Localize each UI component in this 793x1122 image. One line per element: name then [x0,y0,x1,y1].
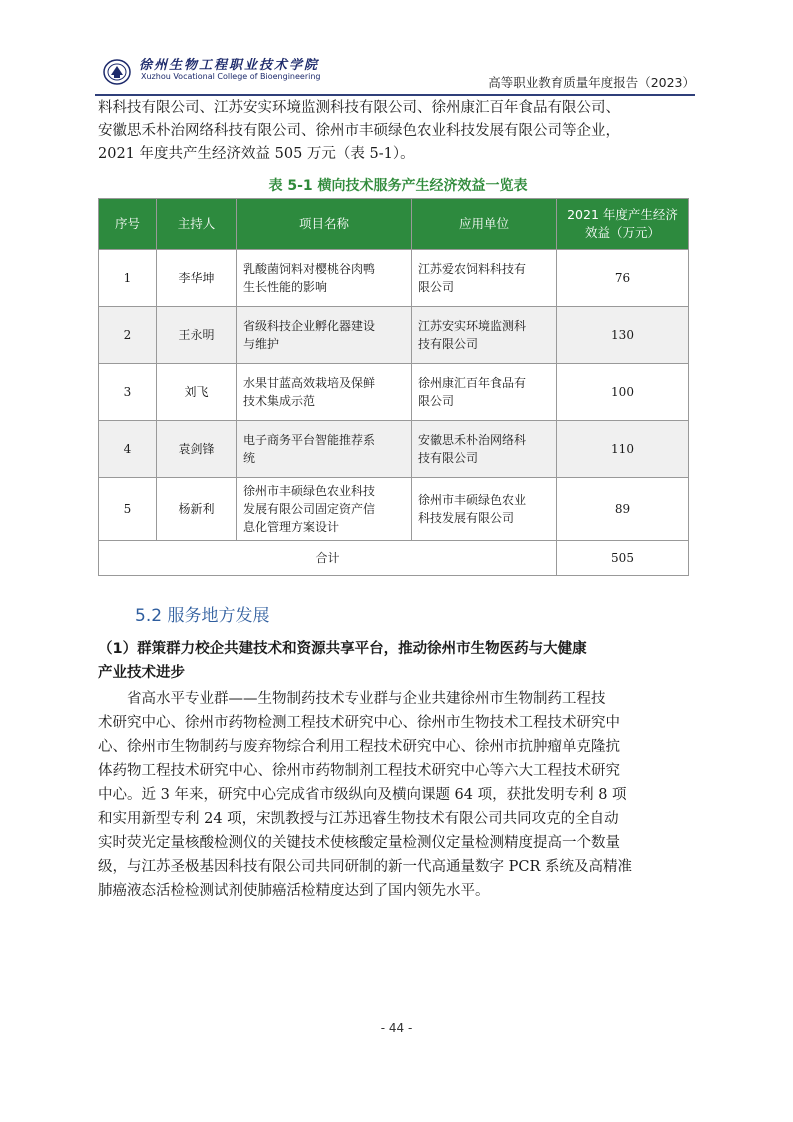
cell-unit-line: 徐州市丰硕绿色农业 [418,493,527,507]
cell-project-line: 与维护 [243,337,280,351]
table-header-row [99,199,689,250]
cell-project [237,307,412,364]
cell-benefit: 110 [557,421,689,478]
cell-unit-line: 江苏爱农饲料科技有 [418,262,527,276]
cell-unit [412,364,557,421]
cell-unit [412,478,557,541]
cell-project-line: 生长性能的影响 [243,280,328,294]
cell-unit-line: 徐州康汇百年食品有 [418,376,527,390]
cell-benefit: 76 [557,250,689,307]
body-line: 心、徐州市生物制药与废弃物综合利用工程技术研究中心、徐州市抗肿瘤单克隆抗 [98,739,620,755]
subsection-heading [98,637,698,685]
cell-project-line: 电子商务平台智能推荐系 [243,433,376,447]
page-number: - 44 - [380,1021,413,1035]
cell-project [237,478,412,541]
col-header-leader: 主持人 [157,199,237,250]
body-paragraph [98,687,698,903]
table-caption: 表 5-1 横向技术服务产生经济效益一览表 [268,178,528,194]
cell-unit [412,250,557,307]
cell-unit-line: 限公司 [418,280,455,294]
body-line: 和实用新型专利 24 项，宋凯教授与江苏迅睿生物技术有限公司共同攻克的全自动 [98,811,619,827]
cell-benefit: 130 [557,307,689,364]
cell-total-label: 合计 [99,541,557,576]
cell-project-line: 统 [243,451,256,465]
body-line: 体药物工程技术研究中心、徐州市药物制剂工程技术研究中心等六大工程技术研究 [98,763,620,779]
report-title: 高等职业教育质量年度报告（2023） [488,75,695,90]
cell-project [237,364,412,421]
subsection-heading-line: （1）群策群力校企共建技术和资源共享平台，推动徐州市生物医药与大健康 [98,641,587,657]
cell-benefit: 100 [557,364,689,421]
table-row [99,250,689,307]
cell-leader: 李华坤 [157,250,237,307]
cell-no: 3 [99,364,157,421]
header-divider [95,94,695,96]
body-line: 实时荧光定量核酸检测仪的关键技术使核酸定量检测仪定量检测精度提高一个数量 [98,835,620,851]
benefit-table [98,198,689,576]
cell-unit-line: 限公司 [418,394,455,408]
body-line: 级，与江苏圣极基因科技有限公司共同研制的新一代高通量数字 PCR 系统及高精准 [98,859,632,875]
cell-unit [412,307,557,364]
intro-line: 2021 年度共产生经济效益 505 万元（表 5-1）。 [98,146,415,162]
cell-unit-line: 安徽思禾朴治网络科 [418,433,527,447]
cell-project-line: 发展有限公司固定资产信 [243,502,376,516]
cell-project-line: 省级科技企业孵化器建设 [243,319,376,333]
cell-benefit: 89 [557,478,689,541]
cell-project-line: 息化管理方案设计 [243,520,340,534]
col-header-benefit [557,199,689,250]
table-row [99,478,689,541]
table-row [99,307,689,364]
body-line: 省高水平专业群——生物制药技术专业群与企业共建徐州市生物制药工程技 [127,691,606,707]
cell-leader: 杨新利 [157,478,237,541]
cell-unit-line: 江苏安实环境监测科 [418,319,527,333]
cell-project [237,421,412,478]
college-emblem-icon [103,58,131,86]
col-header-project: 项目名称 [237,199,412,250]
cell-unit-line: 技有限公司 [418,337,479,351]
col-header-unit: 应用单位 [412,199,557,250]
cell-project-line: 水果甘蓝高效栽培及保鲜 [243,376,376,390]
table-row [99,364,689,421]
body-line: 肺癌液态活检检测试剂使肺癌活检精度达到了国内领先水平。 [98,883,490,899]
cell-no: 1 [99,250,157,307]
cell-leader: 王永明 [157,307,237,364]
school-name-cn: 徐州生物工程职业技术学院 [139,58,320,73]
cell-no: 2 [99,307,157,364]
cell-unit [412,421,557,478]
table-row [99,421,689,478]
cell-leader: 刘飞 [157,364,237,421]
intro-paragraph [98,97,698,166]
cell-unit-line: 技有限公司 [418,451,479,465]
cell-project-line: 徐州市丰硕绿色农业科技 [243,484,376,498]
subsection-heading-line: 产业技术进步 [98,665,185,681]
page-header [95,50,695,94]
cell-project-line: 乳酸菌饲料对樱桃谷肉鸭 [243,262,376,276]
cell-no: 5 [99,478,157,541]
table-total-row [99,541,689,576]
intro-line: 料科技有限公司、江苏安实环境监测科技有限公司、徐州康汇百年食品有限公司、 [98,100,620,116]
cell-total-value: 505 [557,541,689,576]
cell-project-line: 技术集成示范 [243,394,316,408]
col-header-benefit-line: 2021 年度产生经济 [567,207,678,222]
cell-unit-line: 科技发展有限公司 [418,511,515,525]
cell-no: 4 [99,421,157,478]
col-header-benefit-line: 效益（万元） [584,225,660,240]
cell-project [237,250,412,307]
section-title: 5.2 服务地方发展 [135,606,270,626]
col-header-no: 序号 [99,199,157,250]
body-line: 术研究中心、徐州市药物检测工程技术研究中心、徐州市生物技术工程技术研究中 [98,715,620,731]
cell-leader: 袁剑锋 [157,421,237,478]
school-name-en: Xuzhou Vocational College of Bioengineering [141,72,321,81]
intro-line: 安徽思禾朴治网络科技有限公司、徐州市丰硕绿色农业科技发展有限公司等企业， [98,123,620,139]
body-line: 中心。近 3 年来，研究中心完成省市级纵向及横向课题 64 项，获批发明专利 8 项 [98,787,627,803]
